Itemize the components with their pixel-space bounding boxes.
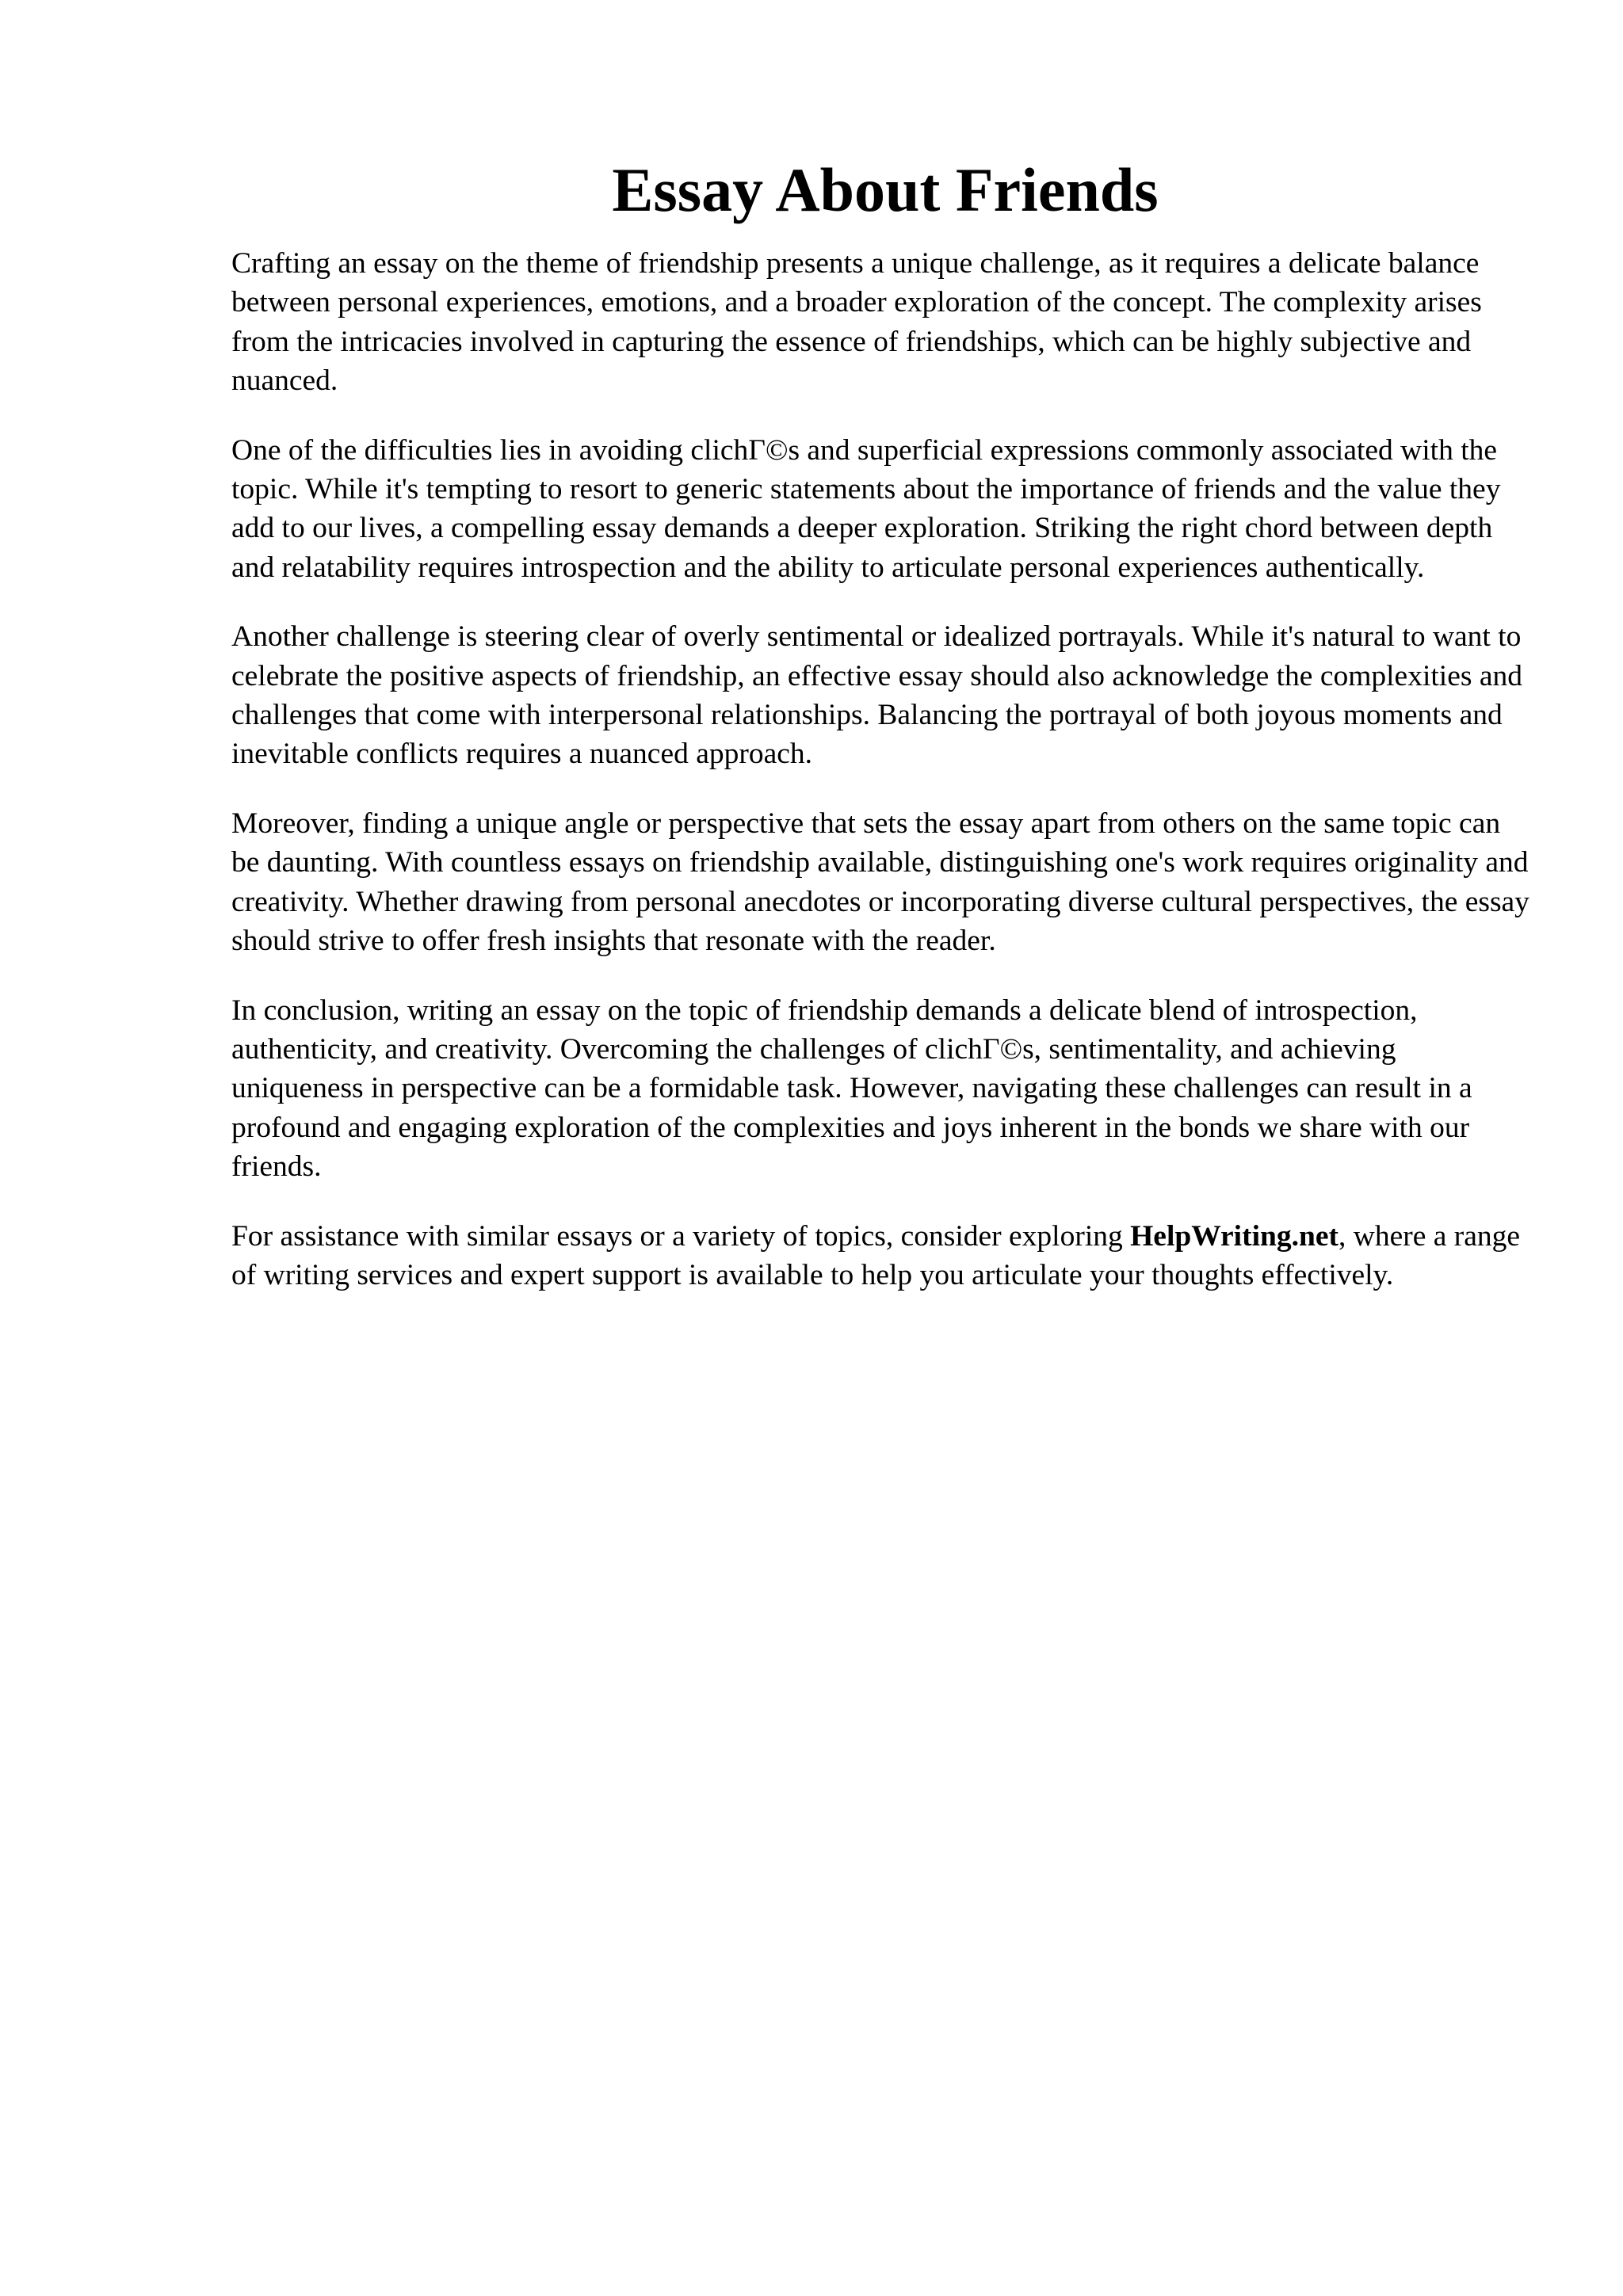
document-page [231,151,1531,1325]
closing-text-after: , where a range of writing services and expert support is available to help you articulate your thoughts effectively. [231,1219,1521,1291]
brand-name: HelpWriting.net [1130,1219,1338,1253]
closing-paragraph [231,1217,1531,1295]
paragraph-4: Moreover, finding a unique angle or perspective that sets the essay apart from others on the same topic can be daunting. With countless essays on friendship available, distinguishing one's work requires originality and creativity. Whether drawing from personal anecdotes or incorporating diverse cultural perspectives, the essay should strive to offer fresh insights that resonate with the reader. [231,807,1529,958]
page-title: Essay About Friends [612,155,1159,224]
closing-text-before: For assistance with similar essays or a variety of topics, consider exploring [231,1219,1131,1253]
paragraph-1: Crafting an essay on the theme of friendship presents a unique challenge, as it requires a delicate balance between personal experiences, emotions, and a broader exploration of the concept. The complexity arises from the intricacies involved in capturing the essence of friendships, which can be highly subjective and nuanced. [231,247,1482,398]
paragraph-3: Another challenge is steering clear of overly sentimental or idealized portrayals. While it's natural to want to celebrate the positive aspects of friendship, an effective essay should also acknowledge the complexities and challenges that come with interpersonal relationships. Balancing the portrayal of both joyous moments and inevitable conflicts requires a nuanced approach. [231,620,1522,771]
paragraph-5: In conclusion, writing an essay on the topic of friendship demands a delicate blend of introspection, authenticity, and creativity. Overcoming the challenges of clichΓ©s, sentimentality, and achieving uniqueness in perspective can be a formidable task. However, navigating these challenges can result in a profound and engaging exploration of the complexities and joys inherent in the bonds we share with our friends. [231,994,1472,1184]
paragraph-2: One of the difficulties lies in avoiding clichΓ©s and superficial expressions commonly associated with the topic. While it's tempting to resort to generic statements about the importance of friends and the value they add to our lives, a compelling essay demands a deeper exploration. Striking the right chord between depth and relatability requires introspection and the ability to articulate personal experiences authentically. [231,433,1501,584]
